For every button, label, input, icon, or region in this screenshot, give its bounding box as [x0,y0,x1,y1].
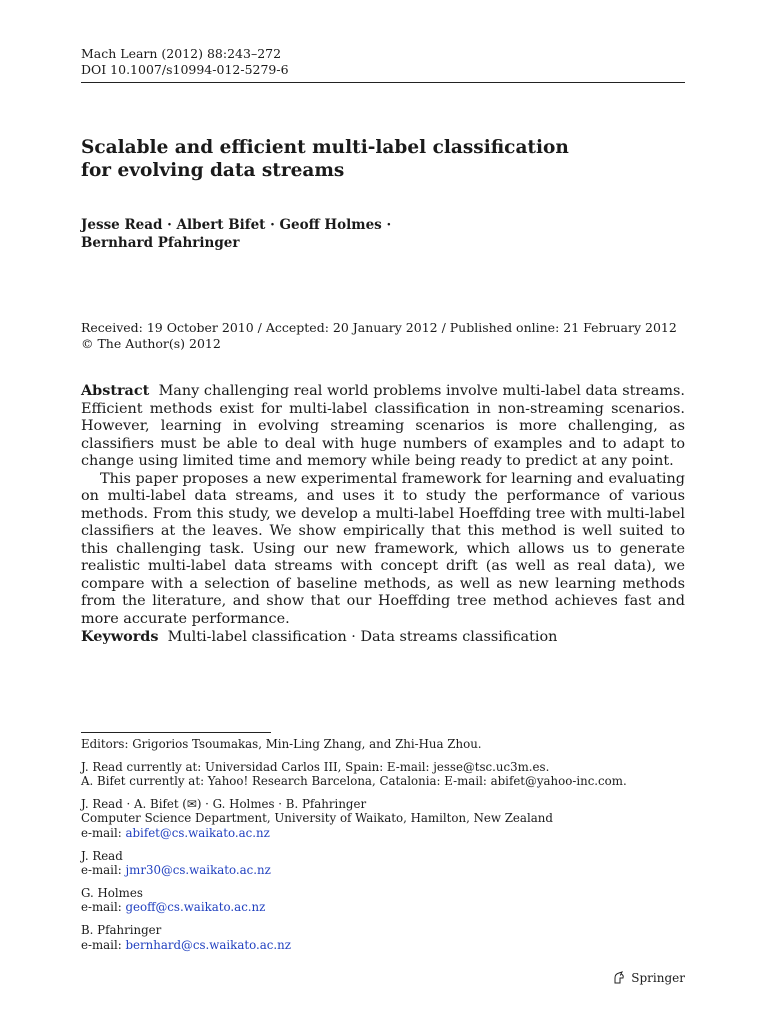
editors-note: Editors: Grigorios Tsoumakas, Min-Ling Zhang, and Zhi-Hua Zhou. [81,737,482,751]
springer-horse-icon [612,971,626,985]
email-link-bifet[interactable]: abifet@cs.waikato.ac.nz [125,825,270,840]
read-email-line: e-mail: jmr30@cs.waikato.ac.nz [81,863,271,878]
doi-line: DOI 10.1007/s10994-012-5279-6 [81,62,289,77]
affiliation-department: Computer Science Department, University of Waikato, Hamilton, New Zealand [81,811,553,826]
affiliation-authors: J. Read · A. Bifet (✉) · G. Holmes · B. Pfahringer [81,796,367,811]
read-name: J. Read [81,848,123,863]
publisher-logo [612,971,685,985]
journal-header [81,46,289,78]
holmes-email-line: e-mail: geoff@cs.waikato.ac.nz [81,900,266,915]
header-rule [81,82,685,83]
abstract-paragraph-2: This paper proposes a new experimental framework for learning and evaluating on multi-label data streams, and uses it to study the performance of various methods. From this study, we develop a multi-label Hoeffding tree with multi-label classifiers at the leaves. We show empirically that this method is well suited to this challenging task. Using our new framework, which allows us to generate realistic multi-label data streams with concept drift (as well as real data), we compare with a selection of baseline methods, as well as new learning methods from the literature, and show that our Hoeffding tree method achieves fast and more accurate performance. [81,470,685,627]
email-link-read[interactable]: jmr30@cs.waikato.ac.nz [125,863,271,878]
title-line-1: Scalable and efficient multi-label classification [81,137,569,158]
keywords-text: Multi-label classification · Data streams classification [167,629,558,645]
bifet-current-note: A. Bifet currently at: Yahoo! Research Barcelona, Catalonia: E-mail: abifet@yahoo-inc.com. [81,774,627,789]
author-list [81,216,681,252]
publication-dates [81,320,685,352]
paper-title [81,136,681,182]
journal-citation: Mach Learn (2012) 88:243–272 [81,46,282,61]
received-line: Received: 19 October 2010 / Accepted: 20 January 2012 / Published online: 21 February 2012 [81,320,677,335]
affiliation-email-line: e-mail: abifet@cs.waikato.ac.nz [81,825,270,840]
pfahringer-email-line: e-mail: bernhard@cs.waikato.ac.nz [81,937,291,952]
email-link-holmes[interactable]: geoff@cs.waikato.ac.nz [125,900,266,915]
abstract-text-1: Many challenging real world problems involve multi-label data streams. Efficient methods exist for multi-label classification in non-streaming scenarios. However, learning in evolving streaming scenarios is more challenging, as classifiers must be able to deal with huge numbers of examples and to adapt to change using limited time and memory while being ready to predict at any point. [81,383,685,469]
pfahringer-name: B. Pfahringer [81,922,162,937]
email-link-pfahringer[interactable]: bernhard@cs.waikato.ac.nz [125,937,291,952]
read-current-note: J. Read currently at: Universidad Carlos III, Spain: E-mail: jesse@tsc.uc3m.es. [81,759,550,774]
abstract [81,382,685,628]
copyright-line: © The Author(s) 2012 [81,336,221,351]
keywords-label: Keywords [81,628,159,645]
title-line-2: for evolving data streams [81,160,345,181]
abstract-paragraph-1 [81,382,685,471]
keywords [81,628,685,646]
footnote-rule [81,732,271,733]
envelope-icon: ✉ [186,796,197,811]
footnotes [81,737,685,952]
authors-line-2: Bernhard Pfahringer [81,235,240,251]
publisher-name: Springer [631,971,685,985]
authors-line-1: Jesse Read · Albert Bifet · Geoff Holmes · [81,217,392,233]
abstract-label: Abstract [81,382,150,399]
holmes-name: G. Holmes [81,885,143,900]
